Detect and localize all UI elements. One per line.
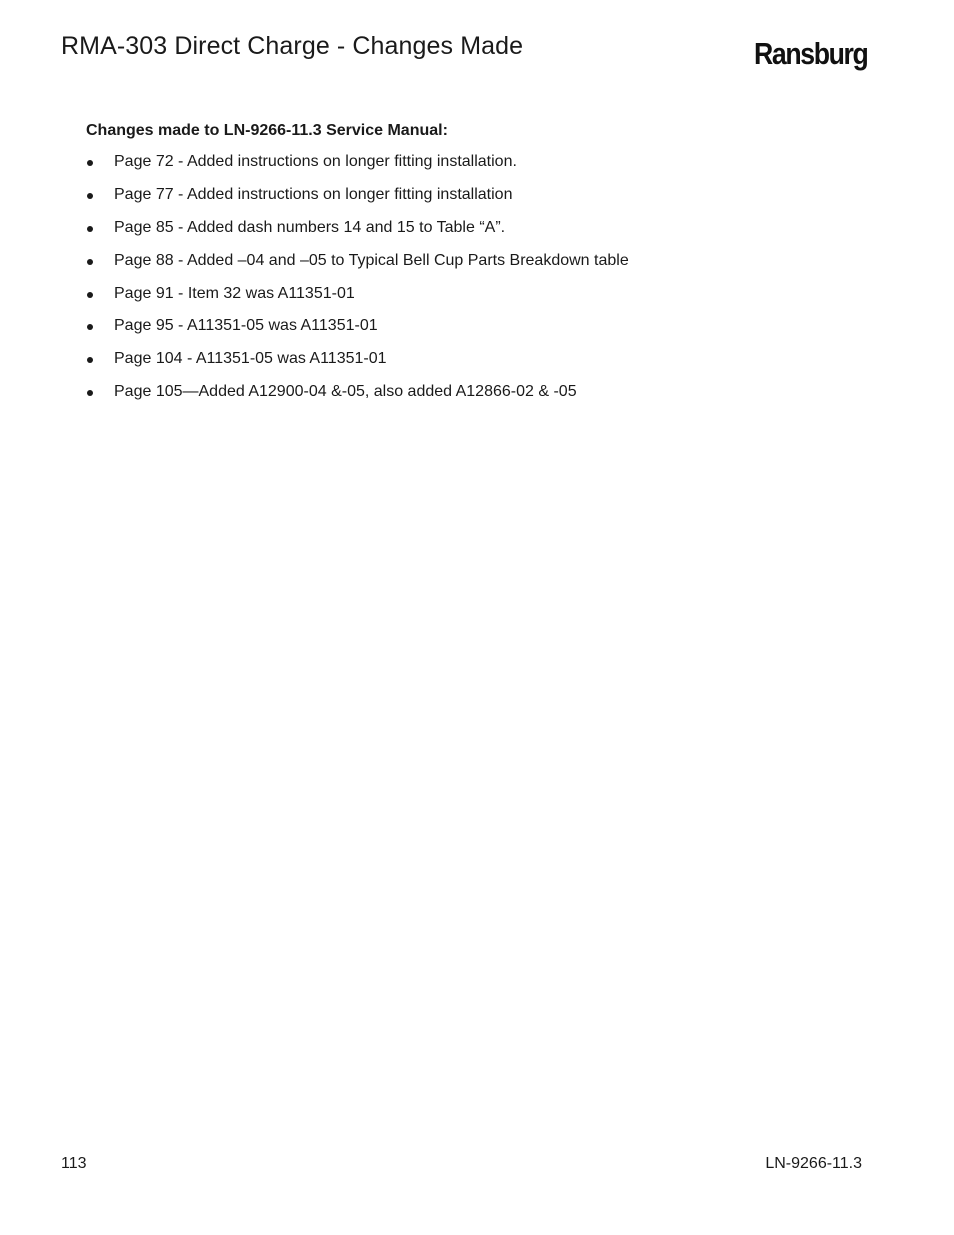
bullet-icon [87, 160, 93, 166]
bullet-icon [87, 324, 93, 330]
list-item-text: Page 77 - Added instructions on longer fitting installation [114, 185, 513, 203]
bullet-icon [87, 357, 93, 363]
document-number: LN-9266-11.3 [765, 1155, 862, 1172]
list-item-text: Page 72 - Added instructions on longer fitting installation. [114, 153, 517, 170]
bullet-icon [87, 259, 93, 265]
section-heading: Changes made to LN-9266-11.3 Service Manual: [86, 122, 448, 139]
bullet-icon [87, 193, 93, 199]
brand-logo: Ransburg [754, 36, 868, 71]
bullet-icon [87, 292, 93, 298]
bullet-icon [87, 226, 93, 232]
list-item-text: Page 104 - A11351-05 was A11351-01 [114, 350, 387, 368]
list-item-text: Page 85 - Added dash numbers 14 and 15 to Table “A”. [114, 218, 506, 236]
list-item-text: Page 91 - Item 32 was A11351-01 [114, 284, 355, 302]
bullet-icon [87, 390, 93, 396]
list-item-text: Page 88 - Added –04 and –05 to Typical Bell Cup Parts Breakdown table [114, 251, 629, 269]
list-item-text: Page 95 - A11351-05 was A11351-01 [114, 317, 378, 335]
list-item-text: Page 105—Added A12900-04 &-05, also added A12866-02 & -05 [114, 383, 577, 401]
page-number: 113 [61, 1155, 87, 1172]
page-title: RMA-303 Direct Charge - Changes Made [61, 32, 524, 60]
